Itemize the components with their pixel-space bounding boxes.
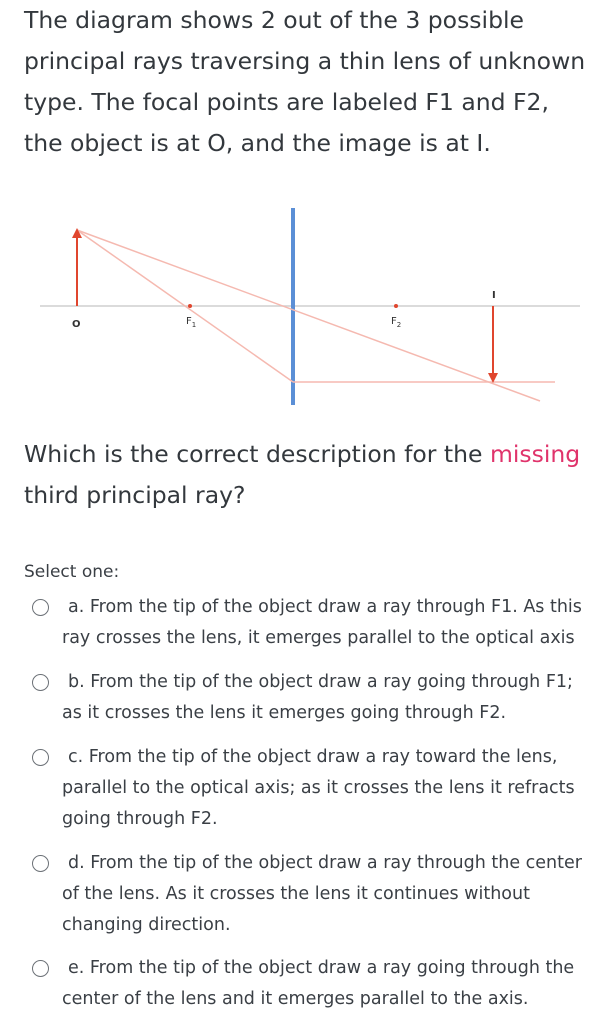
f1-label: $F_1$ xyxy=(186,316,197,329)
image-arrow xyxy=(488,306,498,383)
radio-d[interactable] xyxy=(32,855,49,872)
option-d-text: d. From the tip of the object draw a ray through the center of the lens. As it crosses the lens it continues without changing direction. xyxy=(62,853,582,935)
radio-c[interactable] xyxy=(32,749,49,766)
select-one-label: Select one: xyxy=(24,562,120,582)
radio-b[interactable] xyxy=(32,674,49,691)
f2-point xyxy=(394,304,398,308)
question-prompt: Which is the correct description for the missing third principal ray? xyxy=(24,440,581,509)
highlight-word: missing xyxy=(489,440,581,468)
ray-through-center xyxy=(77,230,540,401)
option-a-text: a. From the tip of the object draw a ray through F1. As this ray crosses the lens, it emerges parallel to the optical axis xyxy=(62,597,582,648)
option-c-text: c. From the tip of the object draw a ray toward the lens, parallel to the optical axis; as it crosses the lens it refracts going through F2. xyxy=(62,747,575,829)
f2-label: $F_2$ xyxy=(391,316,402,329)
radio-e[interactable] xyxy=(32,960,49,977)
option-e-text: e. From the tip of the object draw a ray going through the center of the lens and it emerges parallel to the axis. xyxy=(62,958,575,1009)
f1-point xyxy=(188,304,192,308)
object-arrow xyxy=(72,228,82,306)
lens-diagram xyxy=(0,196,611,416)
object-label: O xyxy=(72,319,81,330)
option-b-text: b. From the tip of the object draw a ray going through F1; as it crosses the lens it emerges going through F2. xyxy=(62,672,573,723)
question-text: The diagram shows 2 out of the 3 possible principal rays traversing a thin lens of unknown type. The focal points are labeled F1 and F2, the object is at O, and the image is at I. xyxy=(24,6,586,157)
radio-a[interactable] xyxy=(32,599,49,616)
image-label: I xyxy=(492,290,496,301)
